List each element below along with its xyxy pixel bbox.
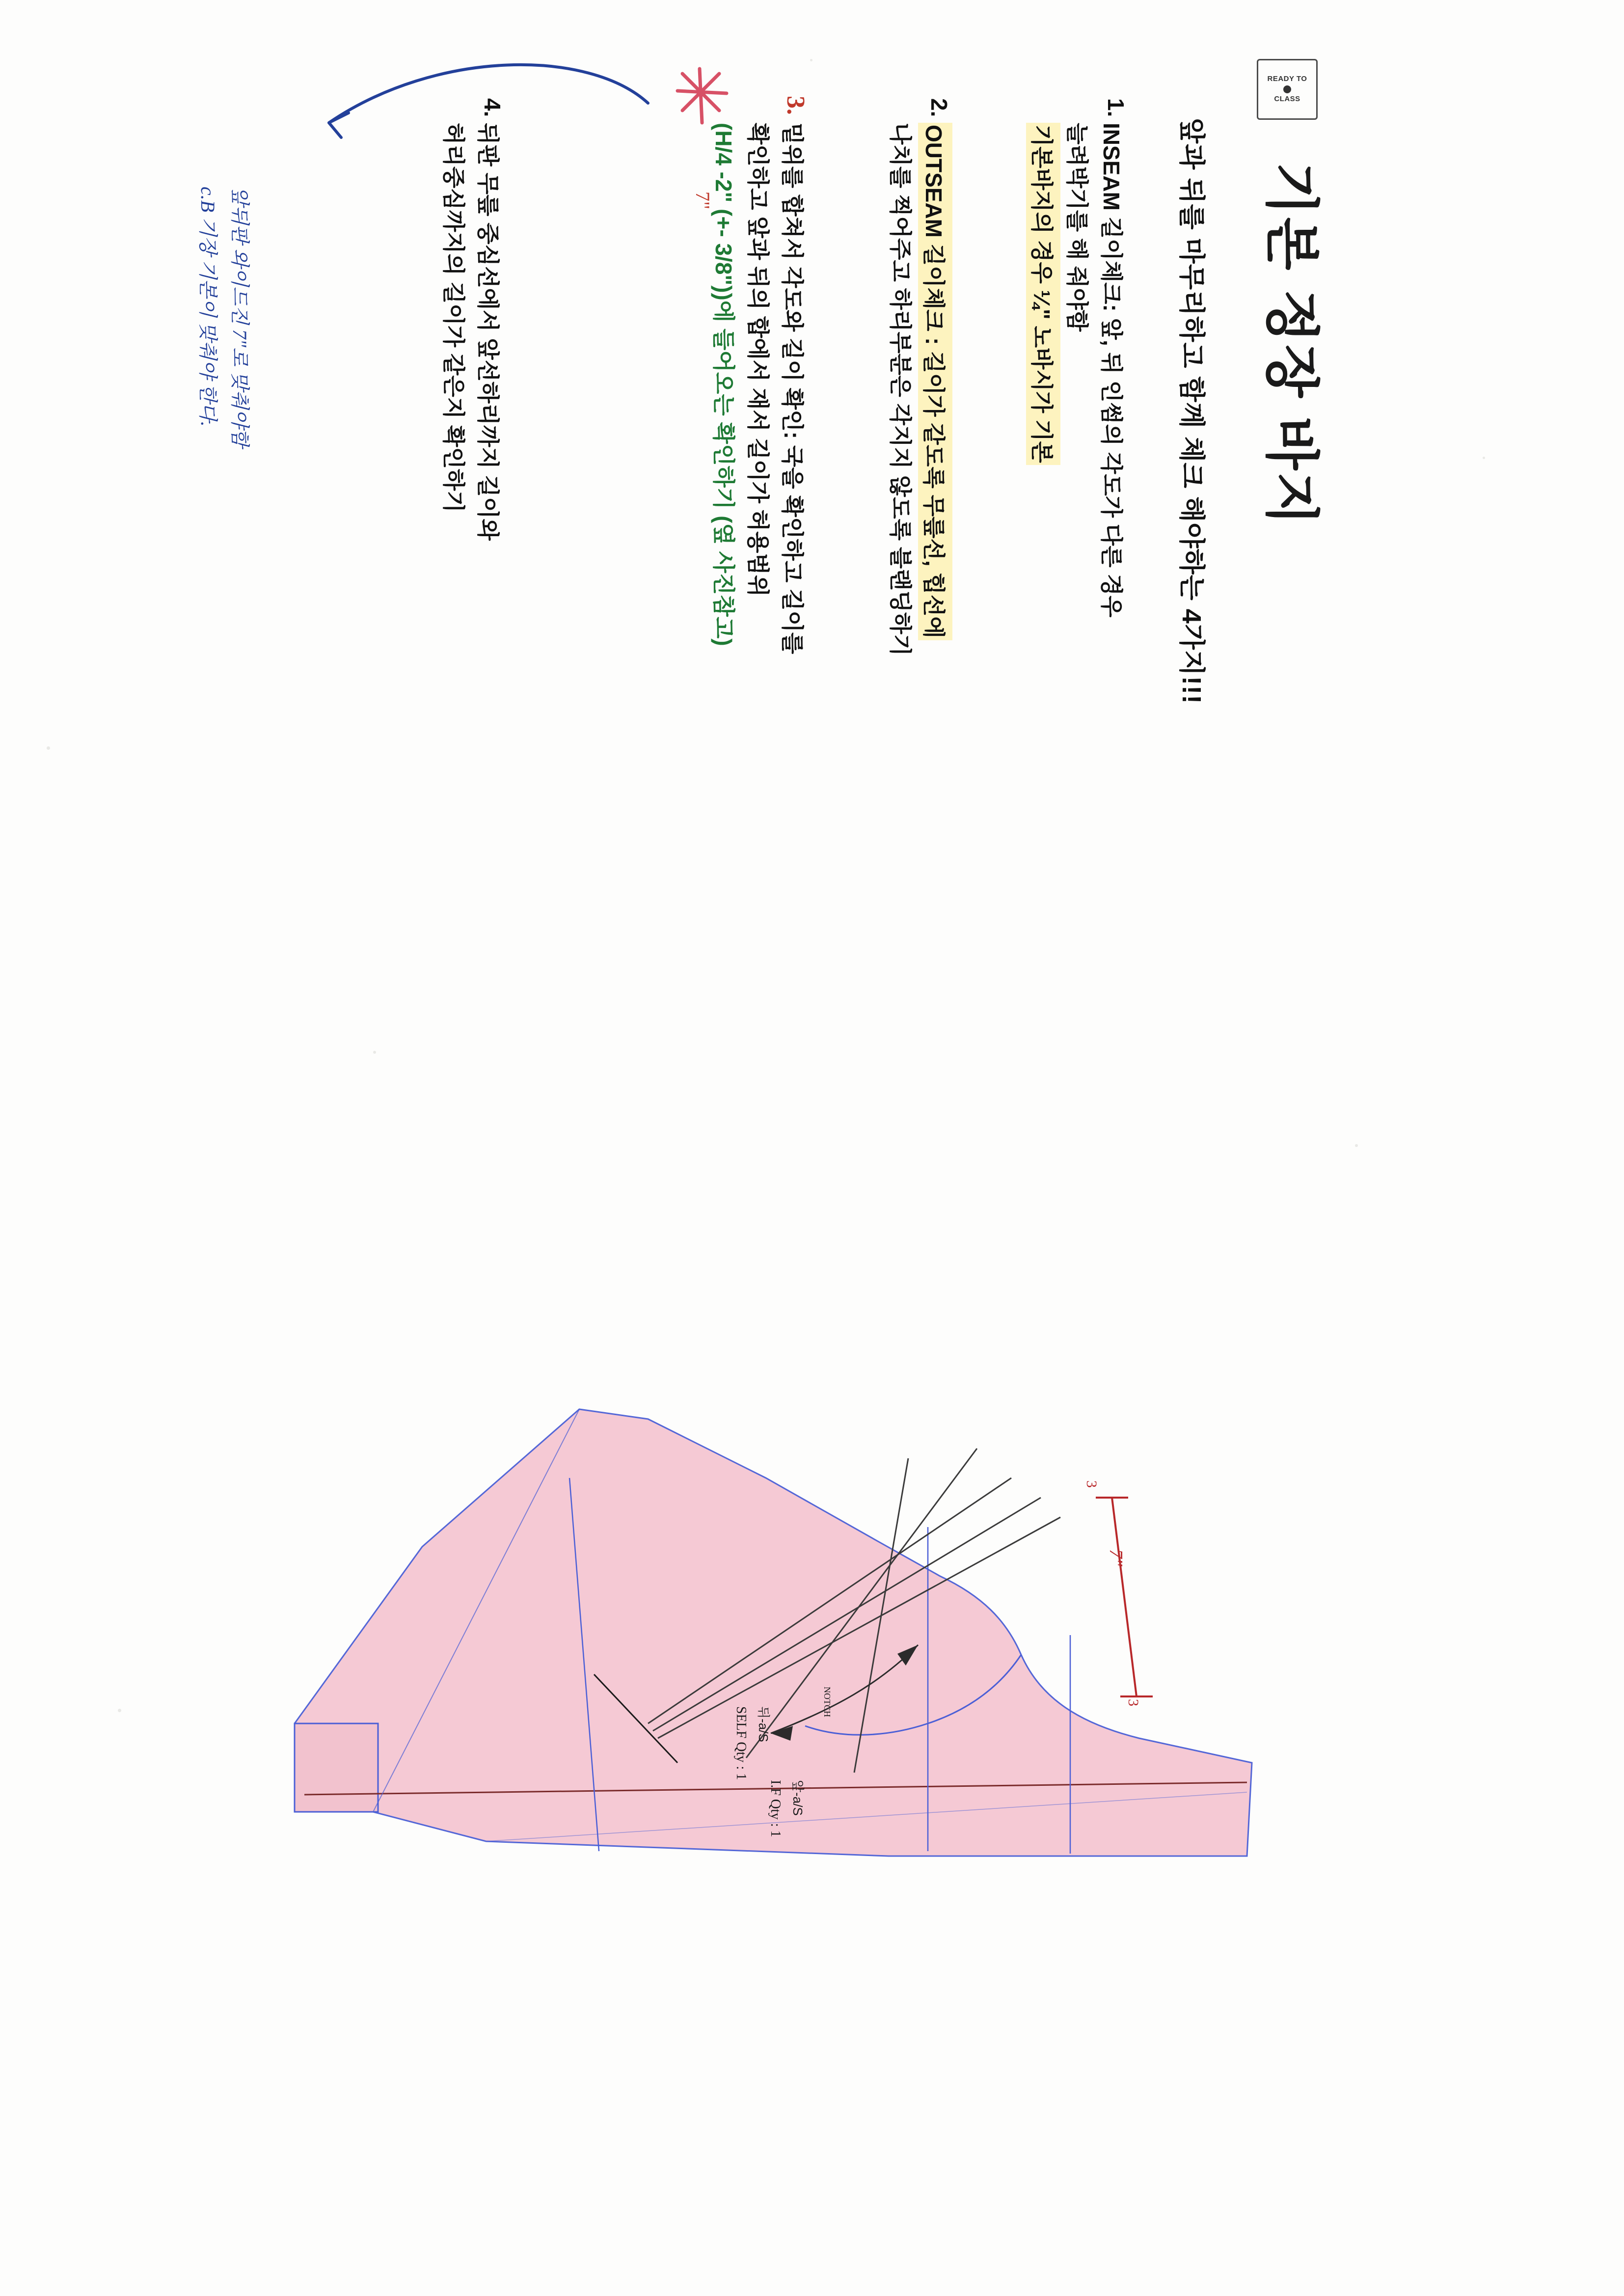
handwritten-note-line-1: 앞뒤판 와이드진 7"로 맞춰야함	[229, 187, 251, 447]
hem-extension	[295, 1723, 378, 1812]
pattern-measure-red-label: 7"	[1106, 1549, 1126, 1566]
red-scribble-mark	[673, 64, 731, 133]
pattern-label-front-qty: I.F Qty : 1	[768, 1780, 783, 1837]
list-item-2-number: 2.	[926, 98, 952, 117]
page-subtitle: 앞과 뒤를 마무리하고 함께 체크 해야하는 4가지!!!	[1177, 118, 1206, 705]
blue-arrow-annotation	[275, 39, 668, 187]
list-item-1-number: 1.	[1103, 98, 1129, 117]
scan-speck	[373, 1051, 376, 1054]
list-item-1-line-1: INSEAM 길이체크: 앞, 뒤 인썸의 각도가 다른 경우	[1099, 123, 1124, 618]
list-item-1-line-3: 기본바지의 경우 ¼" 노바시가 기본	[1026, 123, 1060, 465]
pattern-notch-label: NOTCH	[822, 1687, 832, 1717]
pattern-svg	[275, 1203, 1345, 1989]
list-item-3-number: 3.	[782, 96, 810, 115]
handwritten-note-line-2: c.B 기장 기본이 맞춰야 한다.	[197, 187, 219, 427]
scan-speck	[118, 1709, 121, 1712]
pattern-label-front-piece: 앞-a/S	[790, 1780, 805, 1816]
trouser-pattern-drawing	[275, 1203, 1345, 1989]
pattern-label-back-piece: 뒤-a/S	[756, 1706, 771, 1742]
list-item-1-line-2: 늘려박기를 해 줘야함	[1064, 123, 1090, 332]
list-item-2-line-1: OUTSEAM 길이체크 : 길이가 같도록 무릎선, 힙선에	[918, 123, 952, 640]
list-item-4-number: 4.	[480, 98, 505, 117]
list-item-4-line-2: 허리중심까지의 길이가 같은지 확인하기	[441, 123, 466, 513]
ready-to-class-logo	[1257, 59, 1318, 120]
page-title: 기본 정장 바지	[1261, 162, 1322, 527]
pattern-label-back-qty: SELF Qty : 1	[733, 1706, 749, 1780]
list-item-3-line-1: 밑위를 합쳐서 각도와 길이 확인: 국을 확인하고 길이를	[780, 123, 805, 655]
logo-line-1: READY TO	[1267, 75, 1307, 83]
pattern-mark-3-top: 3	[1083, 1480, 1100, 1488]
pattern-mark-3-bottom: 3	[1125, 1699, 1141, 1706]
list-item-4-line-1: 뒤판 무릎 중심선에서 앞선하리까지 길이와	[475, 123, 501, 541]
scan-speck	[810, 59, 812, 61]
scan-speck	[1355, 1144, 1358, 1147]
list-item-3-line-2: 확인하고 앞과 뒤의 합에서 재서 길이가 허용범위	[745, 123, 771, 597]
list-item-3-line-3: (H/4 -2" (+- 3/8"))에 들어오는 확인하기 (옆 사진참고)	[711, 123, 736, 646]
logo-dot-icon	[1283, 85, 1291, 93]
scan-speck	[47, 746, 50, 750]
list-item-2-line-2: 나치를 찍어주고 하리부분은 각지지 않도록 블랜딩하기	[888, 123, 913, 656]
logo-line-2: CLASS	[1274, 95, 1300, 103]
red-measure-line	[1112, 1498, 1137, 1696]
scan-speck	[1483, 457, 1485, 459]
list-item-3-handwritten-measure: 7"	[692, 191, 714, 210]
